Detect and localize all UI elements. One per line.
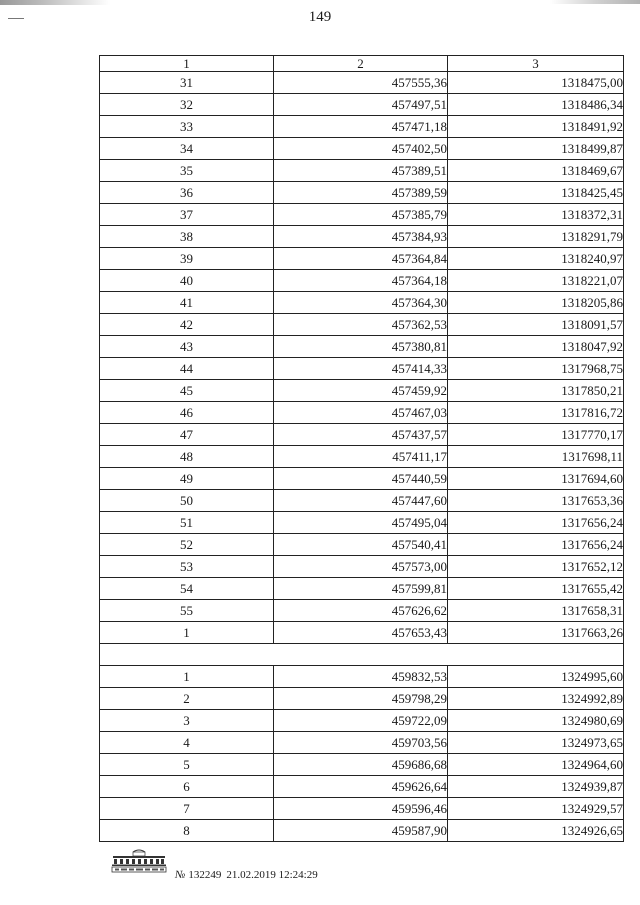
table-row (100, 204, 624, 226)
x-coordinate-cell: 457364,30 (274, 292, 448, 314)
table-row (100, 292, 624, 314)
x-coordinate-cell: 457626,62 (274, 600, 448, 622)
coordinates-table (99, 55, 624, 842)
y-coordinate-cell: 1318372,31 (448, 204, 624, 226)
y-coordinate-cell: 1324939,87 (448, 776, 624, 798)
point-number-cell: 38 (100, 226, 274, 248)
x-coordinate-cell: 457555,36 (274, 72, 448, 94)
point-number-cell: 33 (100, 116, 274, 138)
registry-stamp (111, 849, 167, 873)
point-number-cell: 2 (100, 688, 274, 710)
point-number-cell: 43 (100, 336, 274, 358)
scan-edge-mark (0, 0, 110, 5)
x-coordinate-cell: 457380,81 (274, 336, 448, 358)
table-row (100, 732, 624, 754)
table-row (100, 270, 624, 292)
table-row (100, 776, 624, 798)
point-number-cell: 51 (100, 512, 274, 534)
table-row (100, 116, 624, 138)
y-coordinate-cell: 1324964,60 (448, 754, 624, 776)
x-coordinate-cell: 457471,18 (274, 116, 448, 138)
x-coordinate-cell: 457364,18 (274, 270, 448, 292)
x-coordinate-cell: 457437,57 (274, 424, 448, 446)
header-col-1: 1 (100, 56, 274, 72)
table-row (100, 314, 624, 336)
table-row (100, 380, 624, 402)
x-coordinate-cell: 457385,79 (274, 204, 448, 226)
table-row (100, 446, 624, 468)
point-number-cell: 1 (100, 622, 274, 644)
registration-stamp-text (175, 869, 318, 881)
table-body-first-contour (100, 72, 624, 644)
point-number-cell: 40 (100, 270, 274, 292)
scan-edge-mark (550, 0, 640, 4)
y-coordinate-cell: 1318425,45 (448, 182, 624, 204)
registration-number: 132249 (188, 869, 222, 881)
registration-datetime: 21.02.2019 12:24:29 (226, 869, 318, 881)
y-coordinate-cell: 1317770,17 (448, 424, 624, 446)
x-coordinate-cell: 457497,51 (274, 94, 448, 116)
point-number-cell: 53 (100, 556, 274, 578)
y-coordinate-cell: 1318205,86 (448, 292, 624, 314)
x-coordinate-cell: 459703,56 (274, 732, 448, 754)
table-row (100, 534, 624, 556)
point-number-cell: 45 (100, 380, 274, 402)
x-coordinate-cell: 459596,46 (274, 798, 448, 820)
table-row (100, 820, 624, 842)
y-coordinate-cell: 1318240,97 (448, 248, 624, 270)
y-coordinate-cell: 1324973,65 (448, 732, 624, 754)
x-coordinate-cell: 457414,33 (274, 358, 448, 380)
x-coordinate-cell: 457467,03 (274, 402, 448, 424)
table-row (100, 666, 624, 688)
point-number-cell: 44 (100, 358, 274, 380)
point-number-cell: 41 (100, 292, 274, 314)
y-coordinate-cell: 1324980,69 (448, 710, 624, 732)
x-coordinate-cell: 457653,43 (274, 622, 448, 644)
table-gap-cell (100, 644, 624, 666)
x-coordinate-cell: 459587,90 (274, 820, 448, 842)
x-coordinate-cell: 457573,00 (274, 556, 448, 578)
y-coordinate-cell: 1317816,72 (448, 402, 624, 424)
point-number-cell: 35 (100, 160, 274, 182)
point-number-cell: 3 (100, 710, 274, 732)
x-coordinate-cell: 459798,29 (274, 688, 448, 710)
table-row (100, 512, 624, 534)
table-gap (100, 644, 624, 666)
x-coordinate-cell: 457384,93 (274, 226, 448, 248)
x-coordinate-cell: 457599,81 (274, 578, 448, 600)
y-coordinate-cell: 1317652,12 (448, 556, 624, 578)
x-coordinate-cell: 457540,41 (274, 534, 448, 556)
table-row (100, 94, 624, 116)
table-row (100, 622, 624, 644)
point-number-cell: 7 (100, 798, 274, 820)
table-row (100, 358, 624, 380)
point-number-cell: 1 (100, 666, 274, 688)
header-col-3: 3 (448, 56, 624, 72)
table-row (100, 710, 624, 732)
y-coordinate-cell: 1317663,26 (448, 622, 624, 644)
table-row (100, 754, 624, 776)
y-coordinate-cell: 1324926,65 (448, 820, 624, 842)
table-row (100, 688, 624, 710)
table-row (100, 798, 624, 820)
y-coordinate-cell: 1317658,31 (448, 600, 624, 622)
table-body-second-contour (100, 666, 624, 842)
table-header-row (100, 56, 624, 72)
y-coordinate-cell: 1318475,00 (448, 72, 624, 94)
point-number-cell: 49 (100, 468, 274, 490)
table-row (100, 490, 624, 512)
y-coordinate-cell: 1318469,67 (448, 160, 624, 182)
point-number-cell: 54 (100, 578, 274, 600)
registry-building-logo (111, 849, 167, 873)
point-number-cell: 42 (100, 314, 274, 336)
x-coordinate-cell: 457495,04 (274, 512, 448, 534)
y-coordinate-cell: 1317655,42 (448, 578, 624, 600)
x-coordinate-cell: 457402,50 (274, 138, 448, 160)
table-row (100, 336, 624, 358)
registration-number-symbol: № (175, 869, 186, 881)
page-number: 149 (308, 9, 332, 25)
table-row (100, 226, 624, 248)
x-coordinate-cell: 457364,84 (274, 248, 448, 270)
point-number-cell: 37 (100, 204, 274, 226)
table-row (100, 556, 624, 578)
point-number-cell: 6 (100, 776, 274, 798)
table-row (100, 402, 624, 424)
table-row (100, 138, 624, 160)
x-coordinate-cell: 459832,53 (274, 666, 448, 688)
table-row (100, 424, 624, 446)
x-coordinate-cell: 457440,59 (274, 468, 448, 490)
point-number-cell: 47 (100, 424, 274, 446)
point-number-cell: 32 (100, 94, 274, 116)
y-coordinate-cell: 1317968,75 (448, 358, 624, 380)
table-row (100, 578, 624, 600)
x-coordinate-cell: 457459,92 (274, 380, 448, 402)
y-coordinate-cell: 1318491,92 (448, 116, 624, 138)
x-coordinate-cell: 457389,59 (274, 182, 448, 204)
point-number-cell: 36 (100, 182, 274, 204)
point-number-cell: 50 (100, 490, 274, 512)
y-coordinate-cell: 1317694,60 (448, 468, 624, 490)
table-row (100, 600, 624, 622)
table-row (100, 160, 624, 182)
point-number-cell: 4 (100, 732, 274, 754)
y-coordinate-cell: 1318047,92 (448, 336, 624, 358)
y-coordinate-cell: 1318091,57 (448, 314, 624, 336)
x-coordinate-cell: 459626,64 (274, 776, 448, 798)
y-coordinate-cell: 1318486,34 (448, 94, 624, 116)
y-coordinate-cell: 1318499,87 (448, 138, 624, 160)
y-coordinate-cell: 1318221,07 (448, 270, 624, 292)
table-row (100, 468, 624, 490)
y-coordinate-cell: 1324995,60 (448, 666, 624, 688)
y-coordinate-cell: 1317698,11 (448, 446, 624, 468)
table-row (100, 72, 624, 94)
point-number-cell: 5 (100, 754, 274, 776)
y-coordinate-cell: 1317656,24 (448, 512, 624, 534)
table-gap-row (100, 644, 624, 666)
point-number-cell: 31 (100, 72, 274, 94)
point-number-cell: 8 (100, 820, 274, 842)
y-coordinate-cell: 1317653,36 (448, 490, 624, 512)
x-coordinate-cell: 457362,53 (274, 314, 448, 336)
point-number-cell: 52 (100, 534, 274, 556)
point-number-cell: 34 (100, 138, 274, 160)
y-coordinate-cell: 1317850,21 (448, 380, 624, 402)
point-number-cell: 48 (100, 446, 274, 468)
header-col-2: 2 (274, 56, 448, 72)
x-coordinate-cell: 457447,60 (274, 490, 448, 512)
table-row (100, 182, 624, 204)
x-coordinate-cell: 457389,51 (274, 160, 448, 182)
point-number-cell: 46 (100, 402, 274, 424)
y-coordinate-cell: 1324929,57 (448, 798, 624, 820)
x-coordinate-cell: 459686,68 (274, 754, 448, 776)
y-coordinate-cell: 1324992,89 (448, 688, 624, 710)
table-row (100, 248, 624, 270)
point-number-cell: 39 (100, 248, 274, 270)
x-coordinate-cell: 457411,17 (274, 446, 448, 468)
y-coordinate-cell: 1317656,24 (448, 534, 624, 556)
x-coordinate-cell: 459722,09 (274, 710, 448, 732)
y-coordinate-cell: 1318291,79 (448, 226, 624, 248)
point-number-cell: 55 (100, 600, 274, 622)
